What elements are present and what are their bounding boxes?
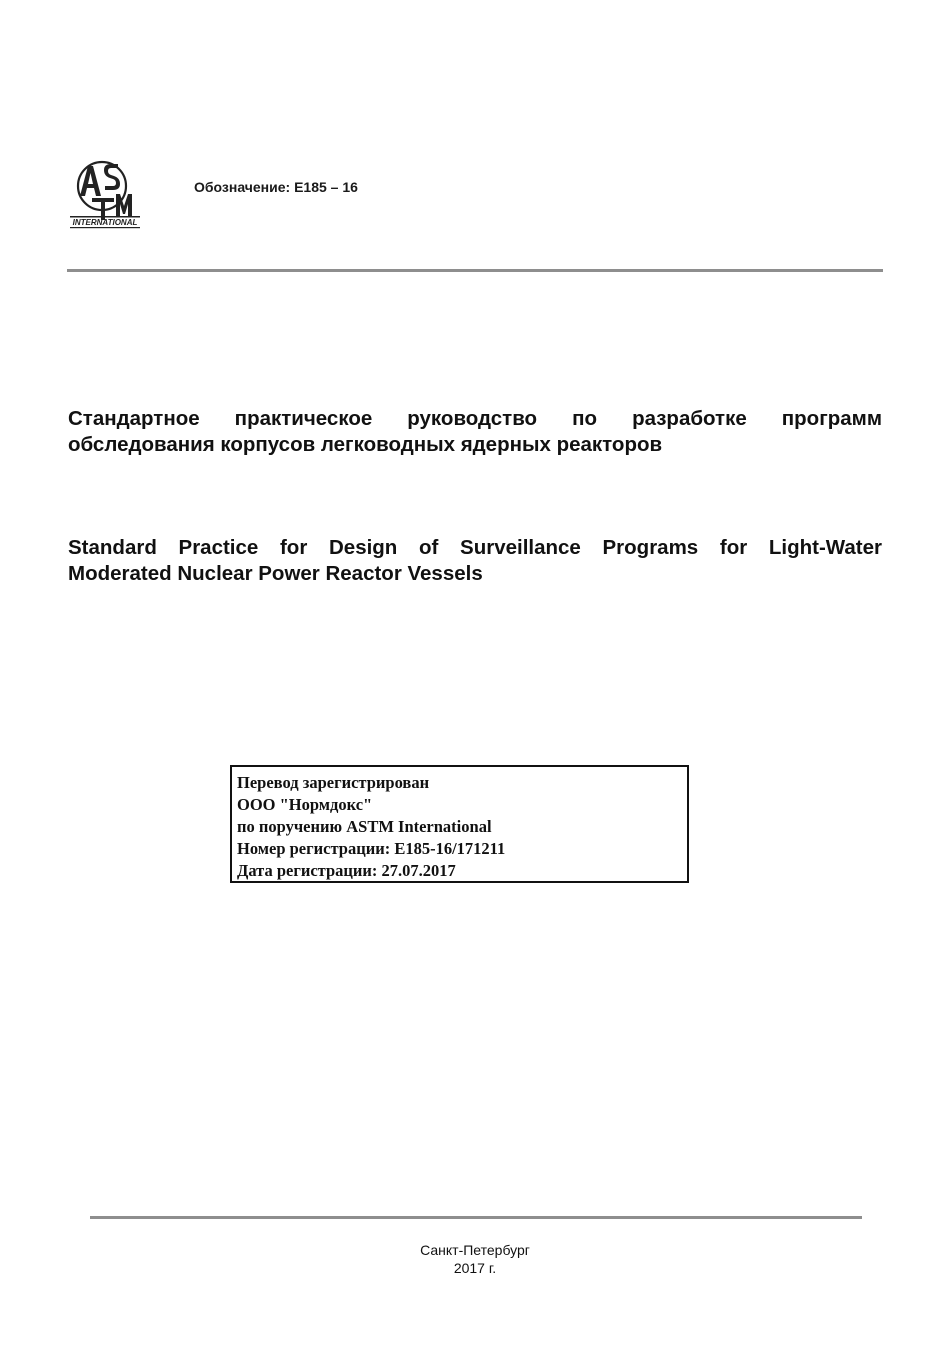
registration-stamp: [230, 765, 689, 883]
stamp-line: ООО "Нормдокс": [237, 795, 373, 814]
astm-logo: [66, 158, 144, 230]
publication-year: 2017 г.: [453, 1260, 497, 1276]
document-designation: Обозначение: E185 – 16: [194, 179, 358, 195]
stamp-line: по поручению ASTM International: [237, 817, 492, 836]
top-divider: [67, 269, 883, 272]
stamp-line: Номер регистрации: E185-16/171211: [237, 839, 506, 858]
publication-city: Санкт-Петербург: [420, 1242, 530, 1258]
logo-text: INTERNATIONAL: [72, 218, 138, 227]
bottom-divider: [90, 1216, 862, 1219]
title-english-line-2: Moderated Nuclear Power Reactor Vessels: [68, 562, 483, 585]
stamp-line: Перевод зарегистрирован: [237, 773, 430, 792]
title-russian-line-1: Стандартное практическое руководство по разработке программ: [68, 407, 882, 430]
title-russian: [68, 406, 882, 458]
title-english: [68, 535, 882, 587]
title-english-line-1: Standard Practice for Design of Surveillance Programs for Light-Water: [68, 536, 882, 559]
title-russian-line-2: обследования корпусов легководных ядерных реакторов: [68, 433, 663, 456]
stamp-line: Дата регистрации: 27.07.2017: [237, 861, 456, 880]
